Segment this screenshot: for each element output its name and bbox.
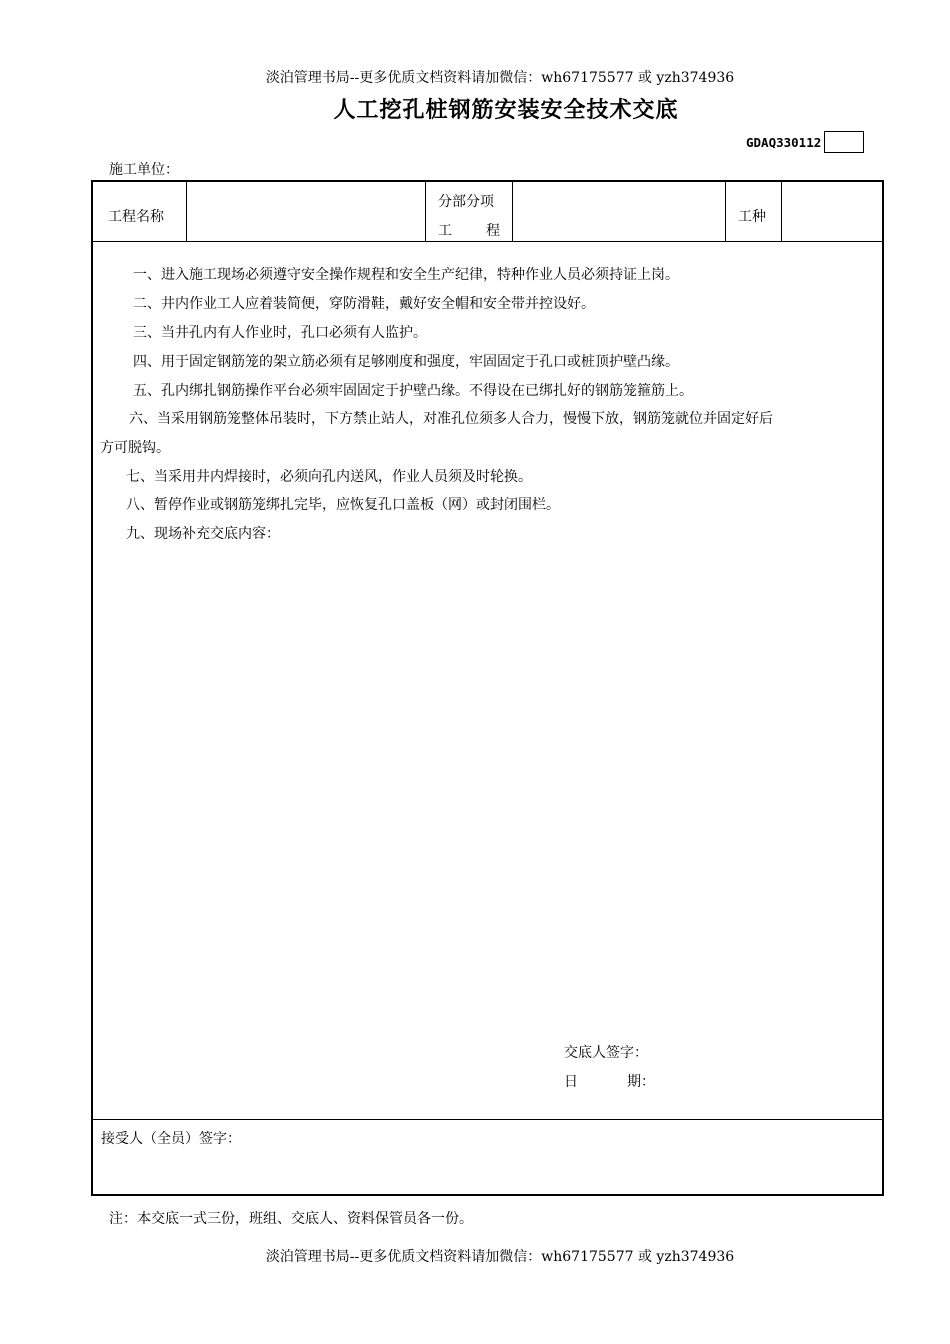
list-item: 三、当井孔内有人作业时，孔口必须有人监护。 xyxy=(133,325,427,341)
project-name-field[interactable] xyxy=(187,182,425,241)
divider xyxy=(93,241,882,242)
watermark-top: 淡泊管理书局--更多优质文档资料请加微信：wh67175577 或 yzh374936 xyxy=(265,70,735,86)
list-item: 方可脱钩。 xyxy=(100,440,170,456)
list-item: 八、暂停作业或钢筋笼绑扎完毕，应恢复孔口盖板（网）或封闭围栏。 xyxy=(126,497,560,513)
list-item: 五、孔内绑扎钢筋操作平台必须牢固固定于护壁凸缘。不得设在已绑扎好的钢筋笼箍筋上。 xyxy=(133,383,693,399)
divider xyxy=(425,182,426,242)
list-item: 七、当采用井内焊接时，必须向孔内送风，作业人员须及时轮换。 xyxy=(126,469,532,485)
subproject-label-line2-a: 工 xyxy=(438,223,452,239)
subproject-field[interactable] xyxy=(513,182,725,241)
construction-unit-label: 施工单位： xyxy=(109,162,179,178)
trade-field[interactable] xyxy=(782,182,882,241)
list-item: 一、进入施工现场必须遵守安全操作规程和安全生产纪律，特种作业人员必须持证上岗。 xyxy=(133,267,679,283)
footnote: 注：本交底一式三份，班组、交底人、资料保管员各一份。 xyxy=(109,1211,473,1227)
receiver-signature-label: 接受人（全员）签字： xyxy=(101,1131,241,1147)
discloser-signature-label: 交底人签字： xyxy=(564,1045,648,1061)
divider xyxy=(725,182,726,242)
doc-code: GDAQ330112 xyxy=(746,134,822,150)
list-item: 六、当采用钢筋笼整体吊装时，下方禁止站人，对准孔位须多人合力，慢慢下放，钢筋笼就位并固定好后 xyxy=(129,411,773,427)
subproject-label-line1: 分部分项 xyxy=(438,194,494,210)
date-label-a: 日 xyxy=(564,1074,578,1090)
date-label-b: 期： xyxy=(627,1074,655,1090)
list-item: 二、井内作业工人应着装简便，穿防滑鞋，戴好安全帽和安全带并控设好。 xyxy=(133,296,595,312)
doc-code-row xyxy=(746,131,864,153)
page-title: 人工挖孔桩钢筋安装安全技术交底 xyxy=(333,98,679,123)
disclosure-form xyxy=(91,180,884,1196)
trade-label: 工种 xyxy=(738,209,766,225)
project-name-label: 工程名称 xyxy=(108,209,164,225)
divider xyxy=(93,1119,882,1120)
subproject-label-line2-b: 程 xyxy=(486,223,500,239)
doc-code-box[interactable] xyxy=(824,131,864,153)
watermark-bottom: 淡泊管理书局--更多优质文档资料请加微信：wh67175577 或 yzh374936 xyxy=(265,1249,735,1265)
list-item: 九、现场补充交底内容： xyxy=(126,526,280,542)
list-item: 四、用于固定钢筋笼的架立筋必须有足够刚度和强度，牢固固定于孔口或桩顶护壁凸缘。 xyxy=(133,354,679,370)
